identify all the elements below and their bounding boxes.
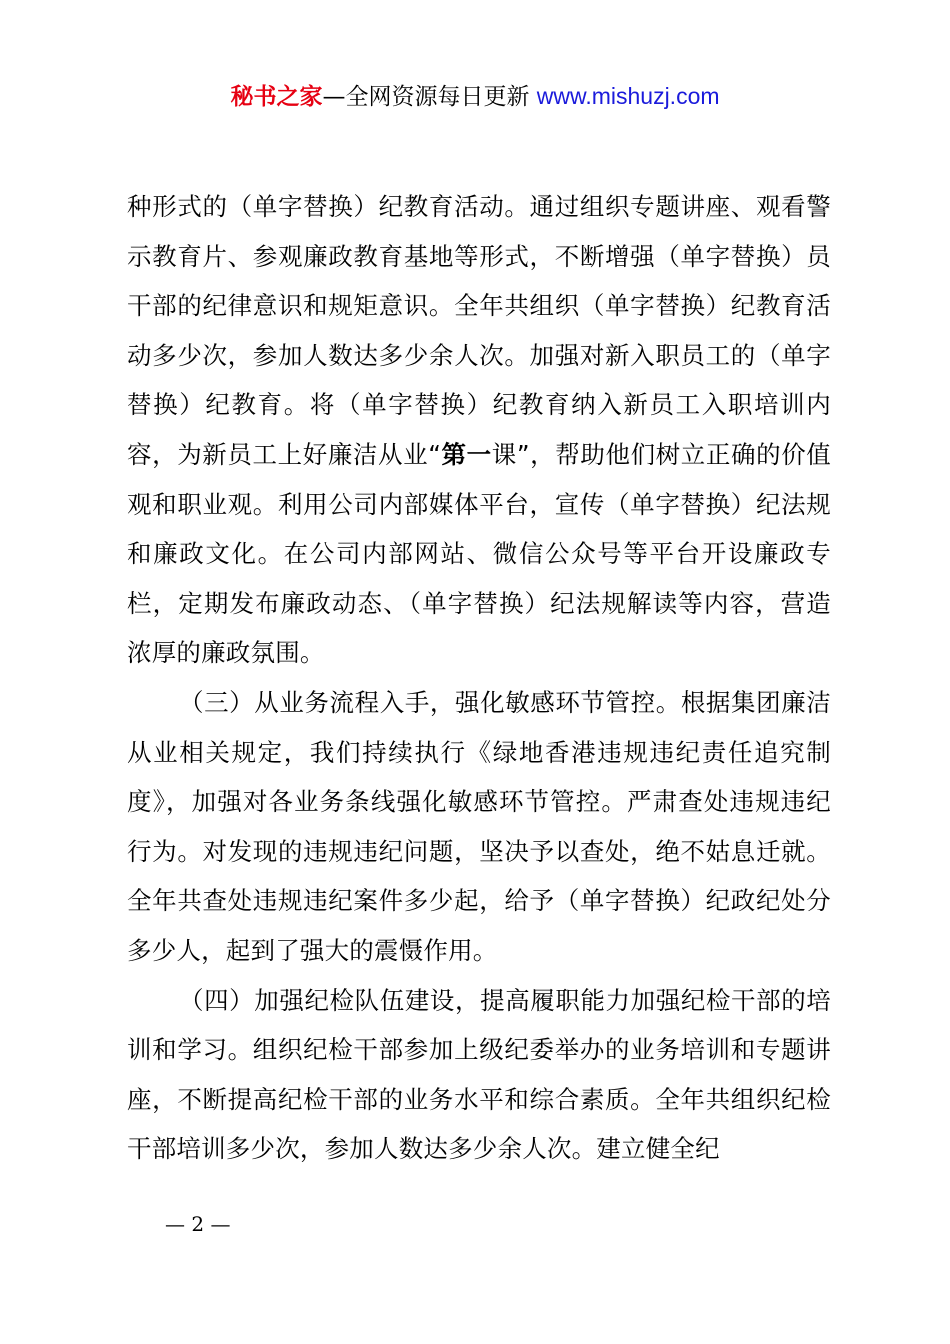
paragraph-1 [127,182,831,678]
document-body [127,182,831,1174]
site-brand: 秘书之家 [230,84,323,110]
paragraph-1-text-b: 课”，帮助他们树立正确的价值观和职业观。利用公司内部媒体平台，宣传（单字替换）纪法规和廉政文化。在公司内部网站、微信公众号等平台开设廉政专栏，定期发布廉政动态、（单字替换）纪法规解读等内容，营造浓厚的廉政氛围。 [127,439,832,668]
page-number: — 2 — [165,1212,231,1236]
paragraph-1-text-a: 种形式的（单字替换）纪教育活动。通过组织专题讲座、观看警示教育片、参观廉政教育基地等形式，不断增强（单字替换）员干部的纪律意识和规矩意识。全年共组织（单字替换）纪教育活动多少次，参加人数达多少余人次。加强对新入职员工的（单字替换）纪教育。将（单字替换）纪教育纳入新员工入职培训内容，为新员工上好廉洁从业“ [127,192,831,469]
paragraph-2: （三）从业务流程入手，强化敏感环节管控。根据集团廉洁从业相关规定，我们持续执行《绿地香港违规违纪责任追究制度》，加强对各业务条线强化敏感环节管控。严肃查处违规违纪行为。对发现的违规违纪问题，坚决予以查处，绝不姑息迁就。全年共查处违规违纪案件多少起，给予（单字替换）纪政纪处分多少人，起到了强大的震慑作用。 [127,687,831,965]
site-url[interactable]: www.mishuzj.com [536,83,720,109]
site-tagline: —全网资源每日更新 [322,84,537,110]
paragraph-1-bold-text: 第一 [441,439,492,469]
site-header [0,80,950,113]
paragraph-3: （四）加强纪检队伍建设，提高履职能力加强纪检干部的培训和学习。组织纪检干部参加上级纪委举办的业务培训和专题讲座，不断提高纪检干部的业务水平和综合素质。全年共组织纪检干部培训多少次，参加人数达多少余人次。建立健全纪 [127,985,831,1164]
